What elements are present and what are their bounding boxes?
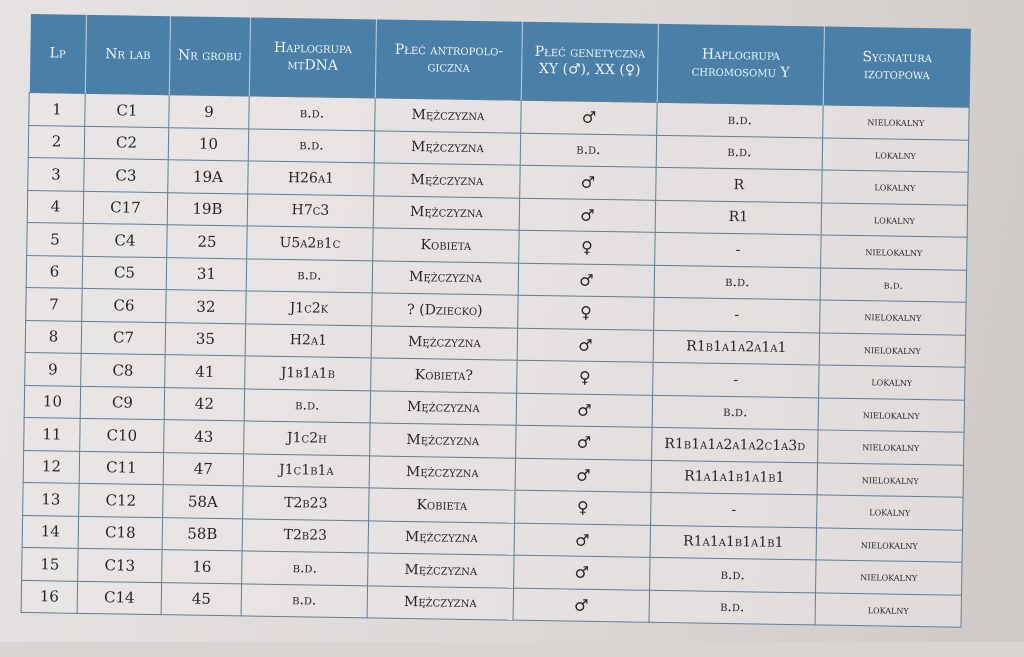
- header-col-haplogrupa-y: Haplogrupa chromosomu Y: [657, 24, 824, 105]
- cell-col-haplogrupa-mtdna: J1c2k: [246, 291, 372, 325]
- cell-col-nr-lab: C6: [82, 288, 167, 322]
- cell-col-lp: 9: [25, 352, 82, 385]
- cell-col-plec-antropologiczna: Mężczyzna: [375, 98, 521, 133]
- cell-col-plec-antropologiczna: Kobieta?: [371, 358, 517, 393]
- cell-col-haplogrupa-mtdna: H7c3: [247, 193, 373, 227]
- cell-col-lp: 5: [27, 222, 84, 255]
- cell-col-sygnatura-izotopowa: lokalny: [821, 202, 967, 237]
- cell-col-haplogrupa-y: b.d.: [652, 395, 818, 430]
- cell-col-nr-grobu: 19A: [168, 160, 249, 194]
- cell-col-lp: 11: [24, 417, 81, 450]
- cell-col-plec-antropologiczna: Mężczyzna: [367, 585, 513, 620]
- cell-col-plec-genetyczna: ♂: [516, 393, 652, 428]
- header-col-nr-lab: Nr lab: [85, 15, 170, 95]
- table-header: [29, 14, 970, 107]
- header-col-plec-genetyczna: Płeć genetyczna XY (♂), XX (♀): [521, 22, 658, 103]
- cell-col-haplogrupa-y: R1b1a1a2a1a2c1a3d: [652, 427, 818, 462]
- cell-col-lp: 3: [28, 157, 85, 190]
- cell-col-haplogrupa-mtdna: H2a1: [245, 323, 371, 357]
- cell-col-nr-grobu: 35: [165, 322, 246, 356]
- cell-col-nr-lab: C17: [83, 191, 168, 225]
- cell-col-plec-antropologiczna: Kobieta: [369, 488, 515, 523]
- cell-col-plec-antropologiczna: Mężczyzna: [368, 553, 514, 588]
- cell-col-haplogrupa-mtdna: J1c1b1a: [243, 453, 369, 487]
- cell-col-haplogrupa-y: b.d.: [650, 557, 816, 592]
- cell-col-haplogrupa-y: R1a1a1b1a1b1: [650, 525, 816, 560]
- cell-col-nr-lab: C11: [79, 451, 164, 485]
- header-col-nr-grobu: Nr grobu: [169, 16, 250, 96]
- cell-col-plec-antropologiczna: Kobieta: [373, 228, 519, 263]
- cell-col-nr-grobu: 16: [162, 550, 243, 584]
- cell-col-nr-grobu: 43: [164, 420, 245, 454]
- cell-col-plec-genetyczna: ♂: [520, 165, 656, 200]
- cell-col-lp: 7: [26, 287, 83, 320]
- cell-col-sygnatura-izotopowa: nielokalny: [818, 397, 964, 432]
- cell-col-lp: 15: [22, 547, 79, 580]
- cell-col-haplogrupa-y: R: [656, 167, 822, 202]
- header-row: [29, 14, 970, 107]
- cell-col-nr-lab: C14: [77, 581, 162, 615]
- cell-col-nr-lab: C8: [81, 353, 166, 387]
- cell-col-haplogrupa-mtdna: b.d.: [241, 583, 367, 617]
- cell-col-nr-grobu: 10: [168, 127, 249, 161]
- cell-col-lp: 10: [24, 385, 81, 418]
- cell-col-nr-grobu: 25: [167, 225, 248, 259]
- cell-col-haplogrupa-y: -: [653, 362, 819, 397]
- cell-col-sygnatura-izotopowa: nielokalny: [817, 462, 963, 497]
- cell-col-nr-lab: C1: [85, 93, 170, 127]
- cell-col-haplogrupa-y: R1a1a1b1a1b1: [651, 460, 817, 495]
- cell-col-haplogrupa-mtdna: b.d.: [246, 258, 372, 292]
- cell-col-haplogrupa-mtdna: T2b23: [243, 486, 369, 520]
- cell-col-haplogrupa-mtdna: J1b1a1b: [245, 356, 371, 390]
- cell-col-plec-genetyczna: ♂: [519, 198, 655, 233]
- cell-col-nr-grobu: 9: [169, 95, 250, 129]
- cell-col-lp: 12: [23, 450, 80, 483]
- cell-col-sygnatura-izotopowa: nielokalny: [820, 300, 966, 335]
- cell-col-sygnatura-izotopowa: lokalny: [822, 137, 968, 172]
- cell-col-plec-genetyczna: ♂: [514, 523, 650, 558]
- cell-col-sygnatura-izotopowa: nielokalny: [823, 105, 969, 140]
- cell-col-sygnatura-izotopowa: lokalny: [817, 495, 963, 530]
- cell-col-nr-lab: C3: [84, 158, 169, 192]
- cell-col-plec-genetyczna: ♂: [521, 100, 657, 135]
- cell-col-plec-genetyczna: ♂: [517, 328, 653, 363]
- cell-col-plec-antropologiczna: Mężczyzna: [373, 195, 519, 230]
- cell-col-haplogrupa-y: -: [651, 492, 817, 527]
- cell-col-haplogrupa-y: b.d.: [656, 135, 822, 170]
- cell-col-plec-antropologiczna: Mężczyzna: [371, 325, 517, 360]
- cell-col-sygnatura-izotopowa: nielokalny: [818, 430, 964, 465]
- cell-col-plec-antropologiczna: Mężczyzna: [374, 163, 520, 198]
- cell-col-haplogrupa-y: b.d.: [654, 265, 820, 300]
- cell-col-sygnatura-izotopowa: lokalny: [815, 592, 961, 627]
- cell-col-sygnatura-izotopowa: b.d.: [820, 267, 966, 302]
- cell-col-lp: 16: [21, 580, 78, 613]
- cell-col-haplogrupa-y: b.d.: [657, 102, 823, 137]
- cell-col-plec-antropologiczna: Mężczyzna: [372, 260, 518, 295]
- cell-col-lp: 6: [26, 255, 83, 288]
- cell-col-plec-genetyczna: ♂: [515, 458, 651, 493]
- cell-col-plec-genetyczna: ♂: [514, 555, 650, 590]
- cell-col-nr-grobu: 58B: [162, 517, 243, 551]
- cell-col-nr-grobu: 45: [161, 582, 242, 616]
- cell-col-haplogrupa-mtdna: b.d.: [248, 128, 374, 162]
- cell-col-haplogrupa-mtdna: H26a1: [248, 161, 374, 195]
- cell-col-nr-grobu: 31: [166, 257, 247, 291]
- cell-col-haplogrupa-y: b.d.: [649, 590, 815, 625]
- cell-col-lp: 2: [28, 125, 85, 158]
- cell-col-nr-grobu: 47: [163, 452, 244, 486]
- cell-col-sygnatura-izotopowa: lokalny: [819, 365, 965, 400]
- cell-col-nr-grobu: 42: [164, 387, 245, 421]
- table-body: [21, 92, 969, 627]
- cell-col-haplogrupa-mtdna: J1c2h: [244, 421, 370, 455]
- cell-col-nr-lab: C7: [81, 321, 166, 355]
- cell-col-sygnatura-izotopowa: lokalny: [822, 170, 968, 205]
- cell-col-plec-antropologiczna: Mężczyzna: [370, 390, 516, 425]
- cell-col-nr-lab: C2: [84, 126, 169, 160]
- cell-col-sygnatura-izotopowa: nielokalny: [816, 560, 962, 595]
- cell-col-plec-antropologiczna: Mężczyzna: [370, 423, 516, 458]
- header-col-haplogrupa-mtdna: Haplogrupa mtDNA: [249, 17, 376, 97]
- table-sheet: [20, 14, 970, 657]
- header-col-sygnatura-izotopowa: Sygnatura izotopowa: [823, 26, 970, 107]
- cell-col-nr-lab: C12: [79, 483, 164, 517]
- cell-col-nr-lab: C5: [82, 256, 167, 290]
- cell-col-plec-antropologiczna: ? (Dziecko): [372, 293, 518, 328]
- cell-col-haplogrupa-mtdna: b.d.: [249, 96, 375, 130]
- cell-col-nr-grobu: 41: [165, 355, 246, 389]
- cell-col-sygnatura-izotopowa: nielokalny: [821, 235, 967, 270]
- cell-col-nr-grobu: 32: [166, 290, 247, 324]
- cell-col-plec-genetyczna: ♂: [513, 588, 649, 623]
- cell-col-nr-lab: C13: [78, 548, 163, 582]
- cell-col-nr-lab: C18: [78, 516, 163, 550]
- cell-col-plec-genetyczna: ♂: [516, 425, 652, 460]
- cell-col-lp: 1: [29, 92, 86, 125]
- cell-col-nr-grobu: 19B: [167, 192, 248, 226]
- header-col-lp: Lp: [29, 14, 86, 93]
- cell-col-plec-antropologiczna: Mężczyzna: [369, 455, 515, 490]
- cell-col-plec-genetyczna: ♀: [518, 295, 654, 330]
- cell-col-plec-genetyczna: ♀: [517, 360, 653, 395]
- cell-col-haplogrupa-mtdna: U5a2b1c: [247, 226, 373, 260]
- cell-col-haplogrupa-y: R1: [655, 200, 821, 235]
- cell-col-sygnatura-izotopowa: nielokalny: [819, 332, 965, 367]
- cell-col-lp: 4: [27, 190, 84, 223]
- cell-col-nr-lab: C4: [83, 223, 168, 257]
- cell-col-lp: 8: [25, 320, 82, 353]
- cell-col-nr-lab: C9: [80, 386, 165, 420]
- cell-col-plec-genetyczna: b.d.: [520, 133, 656, 168]
- data-table: [21, 14, 971, 628]
- cell-col-plec-antropologiczna: Mężczyzna: [368, 520, 514, 555]
- cell-col-plec-antropologiczna: Mężczyzna: [374, 130, 520, 165]
- cell-col-haplogrupa-mtdna: b.d.: [244, 388, 370, 422]
- header-col-plec-antropologiczna: Płeć antropolo-giczna: [375, 19, 522, 100]
- cell-col-haplogrupa-y: -: [654, 297, 820, 332]
- cell-col-lp: 13: [23, 482, 80, 515]
- cell-col-haplogrupa-y: -: [655, 232, 821, 267]
- cell-col-lp: 14: [22, 515, 79, 548]
- cell-col-haplogrupa-mtdna: b.d.: [242, 551, 368, 585]
- cell-col-plec-genetyczna: ♂: [518, 263, 654, 298]
- cell-col-plec-genetyczna: ♀: [519, 230, 655, 265]
- cell-col-haplogrupa-y: R1b1a1a2a1a1: [653, 330, 819, 365]
- cell-col-haplogrupa-mtdna: T2b23: [242, 518, 368, 552]
- cell-col-sygnatura-izotopowa: nielokalny: [816, 527, 962, 562]
- cell-col-plec-genetyczna: ♀: [515, 490, 651, 525]
- cell-col-nr-lab: C10: [80, 418, 165, 452]
- cell-col-nr-grobu: 58A: [163, 485, 244, 519]
